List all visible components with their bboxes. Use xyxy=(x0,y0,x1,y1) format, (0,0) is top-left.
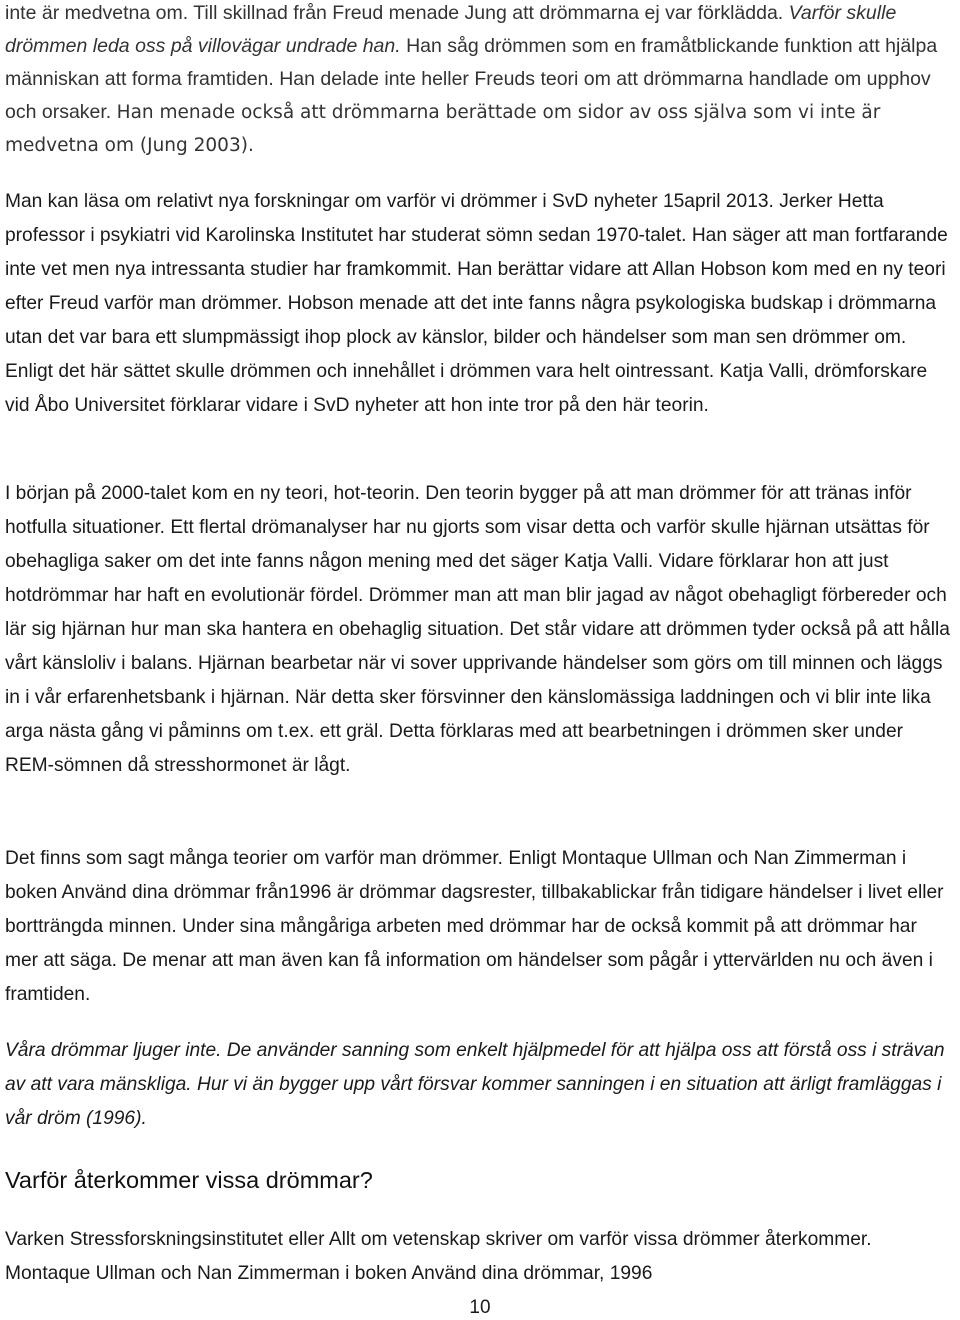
paragraph-jung xyxy=(5,0,955,162)
paragraph-threat-theory: I början på 2000-talet kom en ny teori, hot-teorin. Den teorin bygger på att man drömmer för att tränas inför hotfulla situationer. Ett flertal drömanalyser har nu gjorts som visar detta och varför skulle hjärnan utsättas för obehagliga saker om det inte fanns någon mening med det säger Katja Valli. Vidare förklarar hon att just hotdrömmar har haft en evolutionär fördel. Drömmer man att man blir jagad av något obehagligt förbereder och lär sig hjärnan hur man ska hantera en obehaglig situation. Det står vidare att drömmen tyder också på att hålla vårt känsloliv i balans. Hjärnan bearbetar när vi sover upprivande händelser som görs om till minnen och läggs in i vår erfarenhetsbank i hjärnan. När detta sker försvinner den känslomässiga laddningen och vi blir inte lika arga nästa gång vi påminns om t.ex. ett gräl. Detta förklaras med att bearbetningen i drömmen sker under REM-sömnen då stresshormonet är lågt. xyxy=(5,483,950,776)
paragraph-jung-sentence-1: inte är medvetna om. Till skillnad från Freud menade Jung att drömmarna ej var förklädda. xyxy=(5,2,784,24)
paragraph-svd-research: Man kan läsa om relativt nya forskningar om varför vi drömmer i SvD nyheter 15april 2013. Jerker Hetta professor i psykiatri vid Karolinska Institutet har studerat sömn sedan 1970-talet. Han säger att man fortfarande inte vet men nya intressanta studier har framkommit. Han berättar vidare att Allan Hobson kom med en ny teori efter Freud varför man drömmer. Hobson menade att det inte fanns några psykologiska budskap i drömmarna utan det var bara ett slumpmässigt ihop plock av känslor, bilder och händelser som man sen drömmer om. Enligt det här sättet skulle drömmen och innehållet i drömmen vara helt ointressant. Katja Valli, drömforskare vid Åbo Universitet förklarar vidare i SvD nyheter att hon inte tror på den här teorin. xyxy=(5,191,948,416)
paragraph-jung-italic-quote: Varför skulle drömmen leda oss på villovägar undrade han. xyxy=(5,2,897,57)
paragraph-jung-sentence-3: Han såg drömmen som en framåtblickande funktion att hjälpa människan att forma framtiden. Han delade inte heller Freuds teori om att drömmarna handlade om upphov och orsaker. xyxy=(5,35,938,123)
page-number: 10 xyxy=(469,1297,491,1318)
paragraph-recurring-dreams: Varken Stressforskningsinstitutet eller Allt om vetenskap skriver om varför vissa drömmer återkommer. Montaque Ullman och Nan Zimmerman i boken Använd dina drömmar, 1996 xyxy=(5,1229,872,1284)
paragraph-ullman-zimmerman: Det finns som sagt många teorier om varför man drömmer. Enligt Montaque Ullman och Nan Zimmerman i boken Använd dina drömmar från1996 är drömmar dagsrester, tillbakablickar från tidigare händelser i livet eller bortträngda minnen. Under sina mångåriga arbeten med drömmar har de också kommit på att drömmar har mer att säga. De menar att man även kan få information om händelser som pågår i yttervärlden nu och även i framtiden. xyxy=(5,848,944,1005)
section-heading: Varför återkommer vissa drömmar? xyxy=(5,1167,373,1193)
paragraph-jung-sentence-4: Han menade också att drömmarna berättade om sidor av oss själva som vi inte är medvetna om (Jung 2003). xyxy=(5,102,881,156)
italic-quote-paragraph: Våra drömmar ljuger inte. De använder sanning som enkelt hjälpmedel för att hjälpa oss att förstå oss i strävan av att vara mänskliga. Hur vi än bygger upp vårt försvar kommer sanningen i en situation att ärligt framläggas i vår dröm (1996). xyxy=(5,1040,945,1129)
